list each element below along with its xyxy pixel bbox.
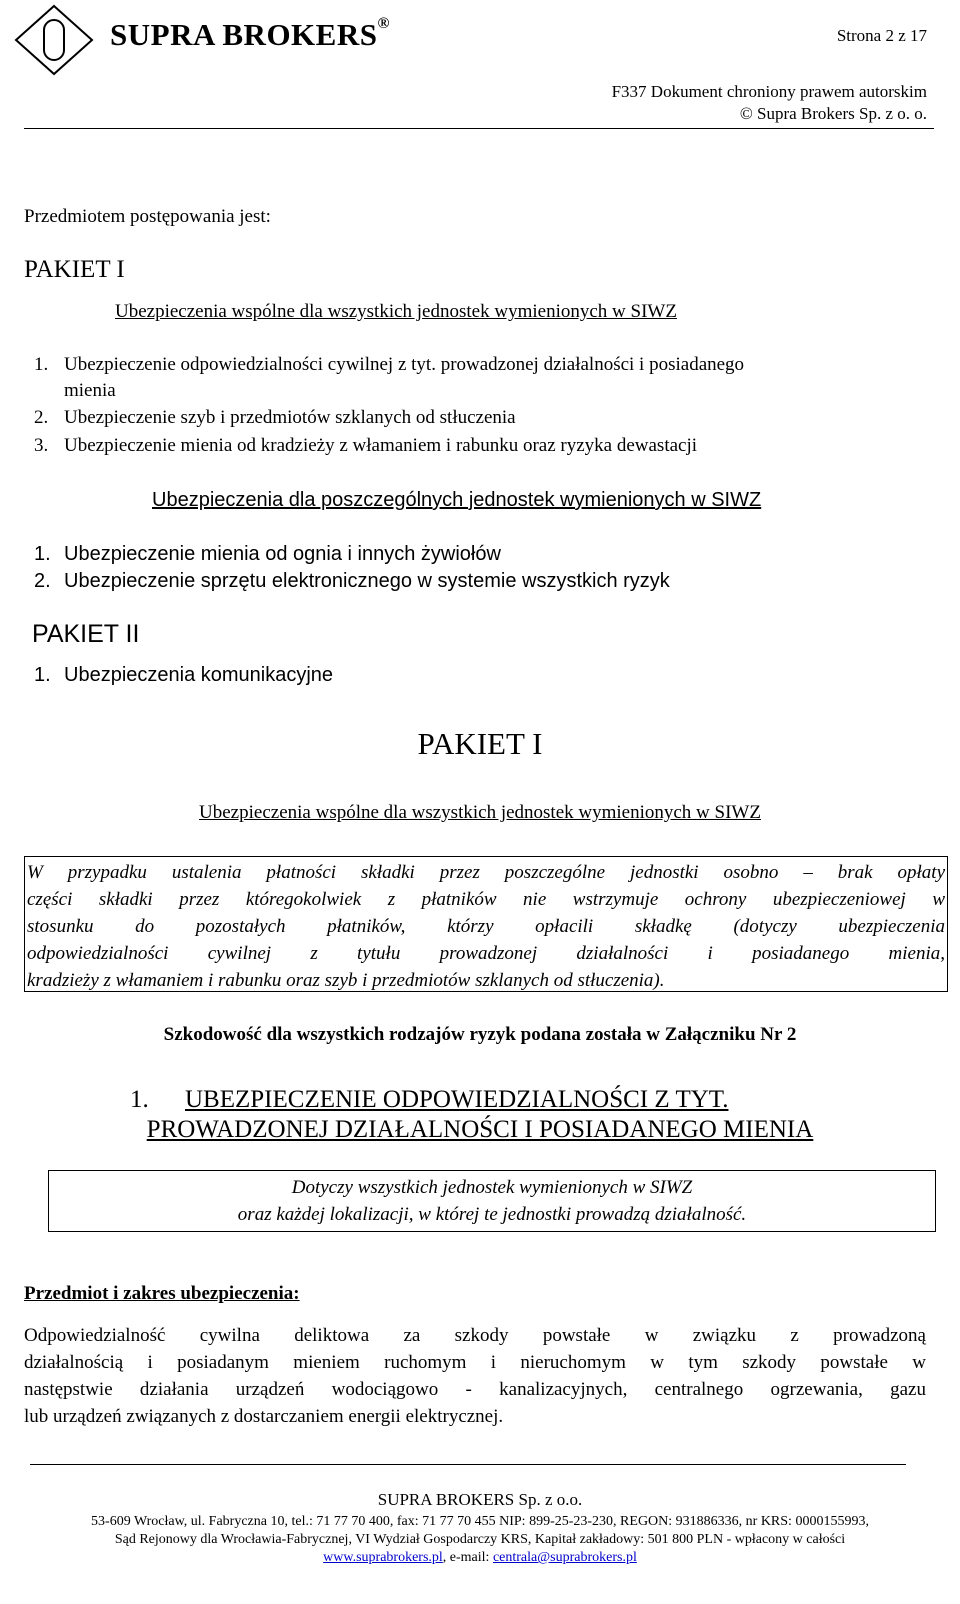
subject-intro: Przedmiotem postępowania jest:: [24, 206, 271, 227]
pakiet2-title: PAKIET II: [32, 620, 140, 648]
section-title: PAKIET I: [417, 726, 543, 761]
list-item: 3. Ubezpieczenie mienia od kradzieży z włamaniem i rabunku oraz ryzyka dewastacji: [34, 435, 698, 456]
pakiet1-title: PAKIET I: [24, 256, 125, 283]
footer-address: 53-609 Wrocław, ul. Fabryczna 10, tel.: 71 77 70 400, fax: 71 77 70 455 NIP: 899-25-23-230, REGON: 931886336, nr KRS: 0000155993,: [91, 1514, 869, 1529]
scope-line: Odpowiedzialność cywilna deliktowa za szkody powstałe w związku z prowadzoną: [24, 1325, 926, 1346]
footer-rule: [30, 1464, 906, 1465]
individual-heading: Ubezpieczenia dla poszczególnych jednostek wymienionych w SIWZ: [152, 489, 762, 511]
copyright-notice: F337 Dokument chroniony prawem autorskim: [611, 82, 927, 101]
notice-line: stosunku do pozostałych płatników, którzy opłacili składkę (dotyczy ubezpieczenia: [27, 916, 945, 937]
brand-name: SUPRA BROKERS®: [110, 15, 390, 52]
footer-contact: [0, 1550, 960, 1566]
common-heading: Ubezpieczenia wspólne dla wszystkich jednostek wymienionych w SIWZ: [115, 301, 677, 322]
section-subtitle: Ubezpieczenia wspólne dla wszystkich jednostek wymienionych w SIWZ: [199, 802, 761, 823]
copyright-owner: © Supra Brokers Sp. z o. o.: [739, 104, 927, 123]
notice-line: kradzieży z włamaniem i rabunku oraz szyb i przedmiotów szklanych od stłuczenia).: [27, 970, 665, 991]
notice-line: części składki przez któregokolwiek z płatników nie wstrzymuje ochrony ubezpieczeniowej w: [27, 889, 945, 910]
notice-line: odpowiedzialności cywilnej z tytułu prowadzonej działalności i posiadanego mienia,: [27, 943, 945, 964]
scope-line: działalnością i posiadanym mieniem ruchomym i nieruchomym w tym szkody powstałe w: [24, 1352, 926, 1373]
list-item: 2. Ubezpieczenie sprzętu elektronicznego w systemie wszystkich ryzyk: [34, 570, 670, 592]
list-item: 1. Ubezpieczenia komunikacyjne: [34, 664, 334, 686]
heading-number: 1.: [130, 1086, 149, 1113]
applies-box: [48, 1170, 936, 1232]
heading-line1: UBEZPIECZENIE ODPOWIEDZIALNOŚCI Z TYT.: [185, 1086, 729, 1113]
header-rule: [24, 128, 934, 129]
list-item: 2. Ubezpieczenie szyb i przedmiotów szklanych od stłuczenia: [34, 407, 516, 428]
scope-line: lub urządzeń związanych z dostarczaniem energii elektrycznej.: [24, 1406, 504, 1427]
footer-company: SUPRA BROKERS Sp. z o.o.: [377, 1490, 583, 1509]
footer-registry: Sąd Rejonowy dla Wrocławia-Fabrycznej, VI Wydział Gospodarczy KRS, Kapitał zakładowy: 501 800 PLN - wpłacony w całości: [114, 1532, 846, 1547]
heading-line2: PROWADZONEJ DZIAŁALNOŚCI I POSIADANEGO MIENIA: [146, 1116, 814, 1143]
notice-line: W przypadku ustalenia płatności składki przez poszczególne jednostki osobno – brak opłaty: [27, 862, 945, 883]
email-label: , e-mail:: [442, 1550, 493, 1565]
applies-line: oraz każdej lokalizacji, w której te jednostki prowadzą działalność.: [237, 1204, 747, 1225]
scope-paragraph: [24, 1322, 926, 1430]
website-link[interactable]: www.suprabrokers.pl: [323, 1550, 443, 1565]
page-number: Strona 2 z 17: [836, 26, 927, 45]
scope-line: następstwie działania urządzeń wodociągowo - kanalizacyjnych, centralnego ogrzewania, gazu: [24, 1379, 926, 1400]
company-logo: [14, 4, 94, 76]
notice-box: [24, 856, 948, 992]
email-link[interactable]: centrala@suprabrokers.pl: [492, 1550, 637, 1565]
list-item: 1. Ubezpieczenie mienia od ognia i innych żywiołów: [34, 543, 501, 565]
applies-line: Dotyczy wszystkich jednostek wymienionych w SIWZ: [291, 1177, 693, 1198]
claims-note: Szkodowość dla wszystkich rodzajów ryzyk podana została w Załączniku Nr 2: [163, 1024, 797, 1045]
scope-heading: Przedmiot i zakres ubezpieczenia:: [24, 1283, 300, 1304]
